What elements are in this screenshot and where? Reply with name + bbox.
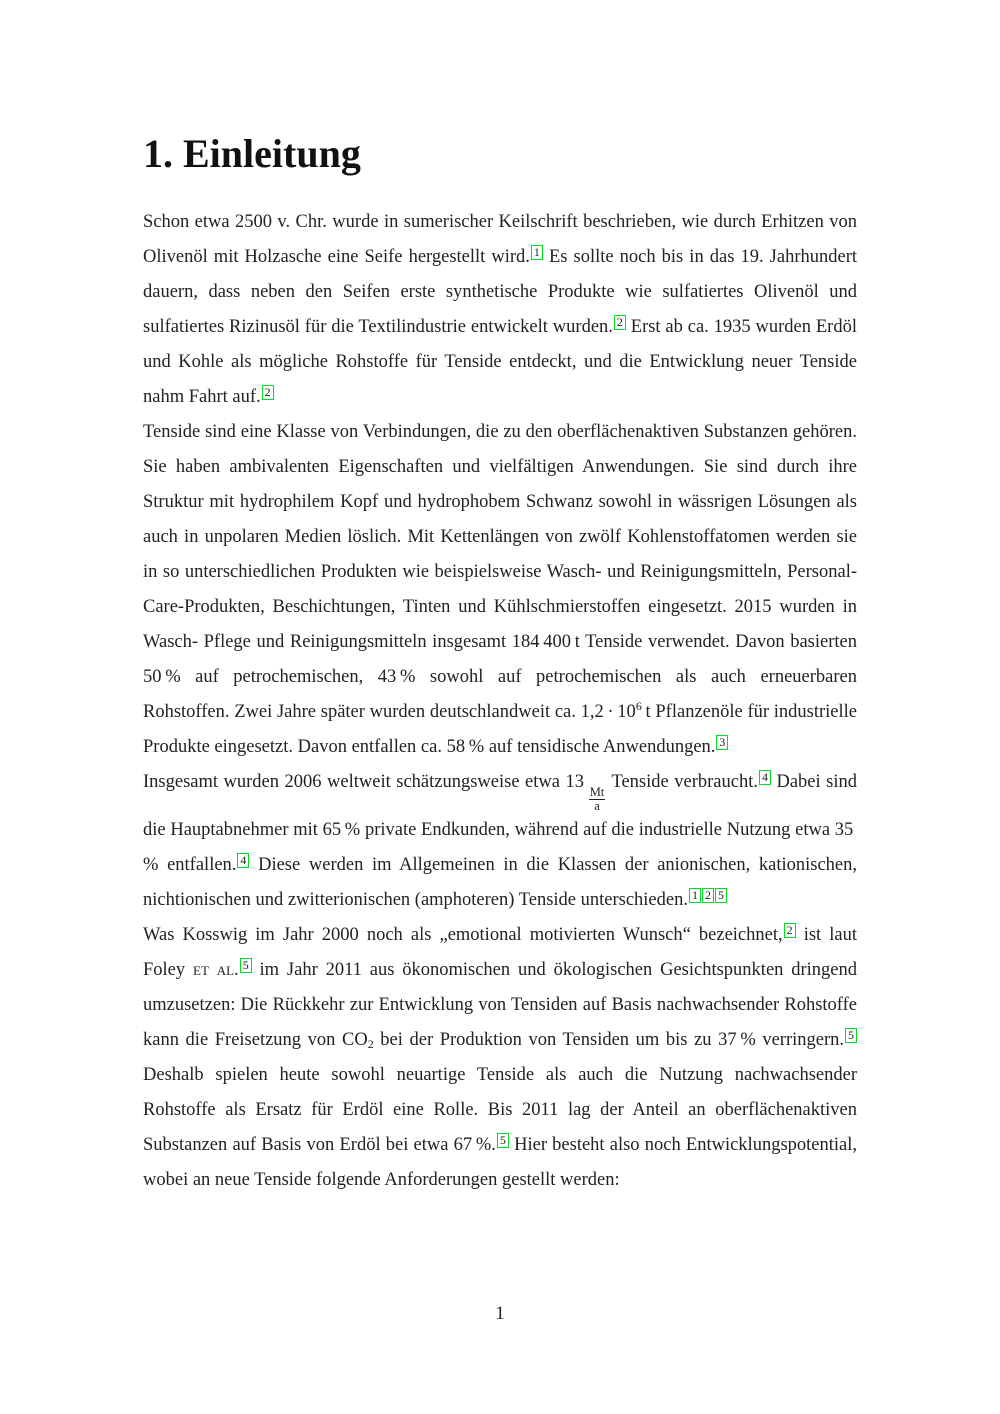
citation-link[interactable]: 2 — [784, 923, 796, 938]
citation-link[interactable]: 5 — [845, 1028, 857, 1043]
citation-link[interactable]: 4 — [759, 770, 771, 785]
citation-link[interactable]: 4 — [237, 853, 249, 868]
citation-link[interactable]: 5 — [240, 958, 252, 973]
citation-link[interactable]: 1 — [689, 888, 701, 903]
citation-link[interactable]: 2 — [702, 888, 714, 903]
citation-link[interactable]: 5 — [715, 888, 727, 903]
citation-link[interactable]: 2 — [262, 385, 274, 400]
text-block — [143, 130, 857, 1198]
paragraph: Schon etwa 2500 v. Chr. wurde in sumerischer Keilschrift beschrieben, wie durch Erhitzen von Olivenöl mit Holzasche eine Seife hergestellt wird. $^1$ Es sollte noch bis in das 19. Jahrhundert dauern, dass neben den Seifen erste synthetische Produkte wie sulfatiertes Olivenöl und sulfatiertes Rizinusöl für die Textilindustrie entwickelt wurden. $^2$ Erst ab ca. 1935 wurden Erdöl und Kohle als mögliche Rohstoffe für Tenside entdeckt, und die Entwicklung neuer Tenside nahm Fahrt auf. $^2$ — [143, 212, 857, 407]
smallcaps-text: et al. — [193, 960, 239, 981]
paragraph: Was Kosswig im Jahr 2000 noch als „emotional motivierten Wunsch“ bezeichnet, $^2$ ist laut Foley et al. $^5$ im Jahr 2011 aus ökonomischen und ökologischen Gesichtspunkten dringend umzusetzen: Die Rückkehr zur Entwicklung von Tensiden auf Basis nachwachsender Rohstoffe kann die Freisetzung von $CO_2$ bei der Produktion von Tensiden um bis zu 37 % verringern. $^5$ Deshalb spielen heute sowohl neuartige Tenside als auch die Nutzung nachwachsender Rohstoffe als Ersatz für Erdöl eine Rolle. Bis 2011 lag der Anteil an oberflächenaktiven Substanzen auf Basis von Erdöl bei etwa 67 %. $^5$ Hier besteht also noch Entwicklungspotential, wobei an neue Tenside folgende Anforderungen gestellt werden: — [143, 923, 858, 1191]
paragraph: Tenside sind eine Klasse von Verbindungen, die zu den oberflächenaktiven Substanzen gehören. Sie haben ambivalenten Eigenschaften und vielfältigen Anwendungen. Sie sind durch ihre Struktur mit hydrophilem Kopf und hydrophobem Schwanz sowohl in wässrigen Lösungen als auch in unpolaren Medien löslich. Mit Kettenlängen von zwölf Kohlenstoffatomen werden sie in so unterschiedlichen Produkten wie beispielsweise Wasch- und Reinigungsmitteln, Personal-Care-Produkten, Beschichtungen, Tinten und Kühlschmierstoffen eingesetzt. 2015 wurden in Wasch- Pflege und Reinigungsmitteln insgesamt 184 400 t Tenside verwendet. Davon basierten 50 % auf petrochemischen, 43 % sowohl auf petrochemischen als auch erneuerbaren Rohstoffen. Zwei Jahre später wurden deutschlandweit ca. $1,2 \cdot 10^6$ t Pflanzenöle für industrielle Produkte eingesetzt. Davon entfallen ca. 58 % auf tensidische Anwendungen. $^3$ — [143, 422, 857, 757]
citation-link[interactable]: 5 — [497, 1133, 509, 1148]
page-number: 1 — [495, 1303, 505, 1324]
unit-fraction: $\frac{Mt}{a}$ — [589, 785, 605, 814]
citation-link[interactable]: 2 — [614, 315, 626, 330]
paragraph: Insgesamt wurden 2006 weltweit schätzungsweise etwa 13 $\frac{Mt}{a}$ Tenside verbraucht. $^4$ Dabei sind die Hauptabnehmer mit 65 % private Endkunden, während auf die industrielle Nutzung etwa 35 % entfallen. $^4$ Diese werden im Allgemeinen in die Klassen der anionischen, kationischen, nichtionischen und zwitterionischen (amphoteren) Tenside unterschieden. $^1$ $^2$ $^5$ — [143, 770, 858, 911]
subscript: 2 — [367, 1037, 374, 1052]
body-paragraphs — [143, 205, 857, 1198]
superscript: 6 — [635, 699, 642, 713]
section-heading: 1. Einleitung — [143, 131, 361, 176]
citation-link[interactable]: 1 — [531, 245, 543, 260]
citation-link[interactable]: 3 — [716, 735, 728, 750]
